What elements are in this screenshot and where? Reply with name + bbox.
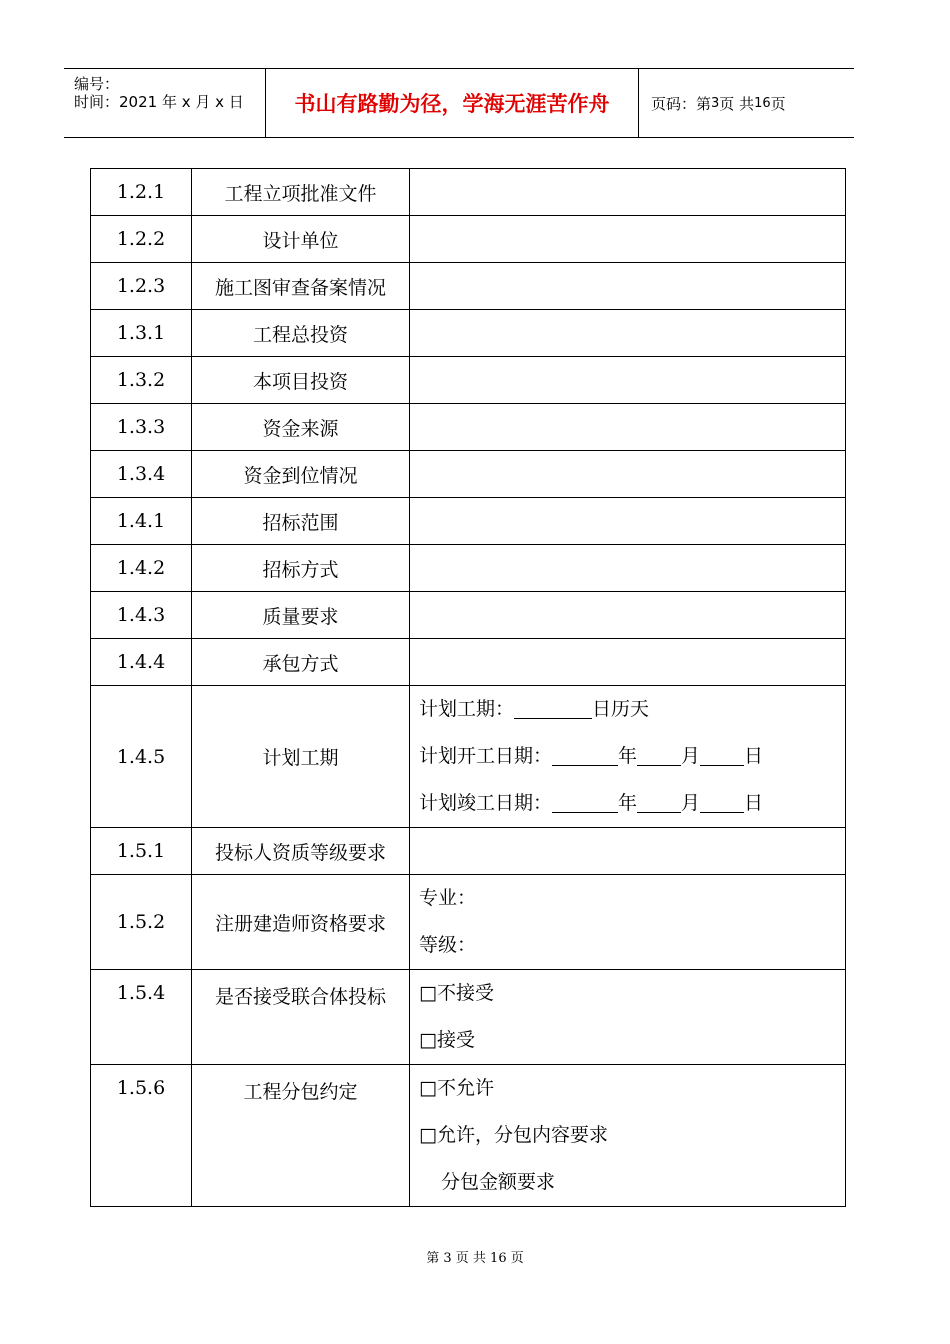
row-label: 招标方式 — [192, 545, 410, 592]
month-unit: 月 — [681, 792, 701, 814]
table-row — [91, 310, 846, 357]
option-accept[interactable]: □接受 — [419, 1029, 475, 1051]
row-label: 是否接受联合体投标 — [192, 970, 410, 1065]
row-number: 1.2.1 — [91, 169, 192, 216]
row-value[interactable] — [410, 545, 846, 592]
subcontract-amount[interactable]: 分包金额要求 — [441, 1171, 556, 1193]
year-unit: 年 — [618, 792, 638, 814]
schedule-row — [91, 686, 846, 828]
schedule-values — [410, 686, 846, 828]
table-row — [91, 451, 846, 498]
row-label: 工程总投资 — [192, 310, 410, 357]
row-label: 承包方式 — [192, 639, 410, 686]
row-label: 施工图审查备案情况 — [192, 263, 410, 310]
day-unit: 日 — [744, 792, 764, 814]
row-label: 工程立项批准文件 — [192, 169, 410, 216]
month-unit: 月 — [681, 745, 701, 767]
page-suffix: 页 — [770, 94, 786, 113]
row-number: 1.4.4 — [91, 639, 192, 686]
row-number: 1.3.1 — [91, 310, 192, 357]
row-number: 1.5.6 — [91, 1065, 192, 1207]
page-total: 16 — [754, 95, 771, 111]
row-value[interactable] — [410, 451, 846, 498]
table-row — [91, 404, 846, 451]
end-month-blank[interactable] — [637, 792, 681, 813]
table-row — [91, 545, 846, 592]
duration-unit: 日历天 — [592, 698, 650, 720]
row-number: 1.5.1 — [91, 828, 192, 875]
row-number: 1.2.3 — [91, 263, 192, 310]
row-value[interactable] — [410, 216, 846, 263]
row-number: 1.4.3 — [91, 592, 192, 639]
row-value[interactable] — [410, 639, 846, 686]
start-month-blank[interactable] — [637, 745, 681, 766]
duration-blank[interactable] — [514, 698, 592, 719]
end-year-blank[interactable] — [552, 792, 618, 813]
specialty-line[interactable]: 专业： — [419, 887, 477, 909]
table-row — [91, 357, 846, 404]
page-prefix: 页码：第 — [651, 94, 712, 113]
row-number: 1.4.5 — [91, 686, 192, 828]
table-row — [91, 592, 846, 639]
row-value[interactable] — [410, 828, 846, 875]
row-label: 计划工期 — [192, 686, 410, 828]
row-label: 质量要求 — [192, 592, 410, 639]
subcontract-options — [410, 1065, 846, 1207]
start-year-blank[interactable] — [552, 745, 618, 766]
end-date-line — [419, 780, 845, 827]
row-number: 1.4.1 — [91, 498, 192, 545]
option-not-allow[interactable]: □不允许 — [419, 1077, 494, 1099]
table-row — [91, 169, 846, 216]
row-value[interactable] — [410, 310, 846, 357]
table-row — [91, 498, 846, 545]
row-number: 1.5.2 — [91, 875, 192, 970]
consortium-options — [410, 970, 846, 1065]
duration-label: 计划工期： — [419, 698, 515, 720]
end-day-blank[interactable] — [700, 792, 744, 813]
end-label: 计划竣工日期： — [419, 792, 553, 814]
row-label: 注册建造师资格要求 — [192, 875, 410, 970]
day-unit: 日 — [744, 745, 764, 767]
number-label: 编号： — [74, 75, 120, 93]
row-value[interactable] — [410, 404, 846, 451]
subcontract-row — [91, 1065, 846, 1207]
table-row — [91, 216, 846, 263]
tender-info-table — [90, 168, 846, 1207]
start-label: 计划开工日期： — [419, 745, 553, 767]
row-label: 投标人资质等级要求 — [192, 828, 410, 875]
row-number: 1.3.4 — [91, 451, 192, 498]
row-label: 设计单位 — [192, 216, 410, 263]
row-label: 资金来源 — [192, 404, 410, 451]
constructor-values — [410, 875, 846, 970]
page-current: 3 — [711, 95, 720, 111]
table-row — [91, 828, 846, 875]
row-value[interactable] — [410, 498, 846, 545]
row-number: 1.5.4 — [91, 970, 192, 1065]
row-value[interactable] — [410, 169, 846, 216]
row-label: 招标范围 — [192, 498, 410, 545]
row-number: 1.4.2 — [91, 545, 192, 592]
row-label: 资金到位情况 — [192, 451, 410, 498]
start-day-blank[interactable] — [700, 745, 744, 766]
option-allow[interactable]: □允许，分包内容要求 — [419, 1124, 608, 1146]
row-value[interactable] — [410, 263, 846, 310]
year-unit: 年 — [618, 745, 638, 767]
grade-line[interactable]: 等级： — [419, 934, 477, 956]
header-motto: 书山有路勤为径，学海无涯苦作舟 — [266, 69, 639, 137]
header-info — [64, 69, 266, 137]
row-value[interactable] — [410, 357, 846, 404]
page-header — [64, 68, 854, 138]
row-value[interactable] — [410, 592, 846, 639]
row-number: 1.2.2 — [91, 216, 192, 263]
page-mid: 页 共 — [719, 94, 755, 113]
row-number: 1.3.2 — [91, 357, 192, 404]
table-row — [91, 263, 846, 310]
row-label: 工程分包约定 — [192, 1065, 410, 1207]
row-number: 1.3.3 — [91, 404, 192, 451]
header-page-number — [639, 69, 854, 137]
row-label: 本项目投资 — [192, 357, 410, 404]
table-row — [91, 639, 846, 686]
start-date-line — [419, 733, 845, 780]
option-not-accept[interactable]: □不接受 — [419, 982, 494, 1004]
duration-line — [419, 686, 845, 733]
consortium-row — [91, 970, 846, 1065]
constructor-row — [91, 875, 846, 970]
time-label: 时间：2021 年 x 月 x 日 — [74, 93, 244, 111]
page-footer: 第 3 页 共 16 页 — [426, 1251, 524, 1266]
